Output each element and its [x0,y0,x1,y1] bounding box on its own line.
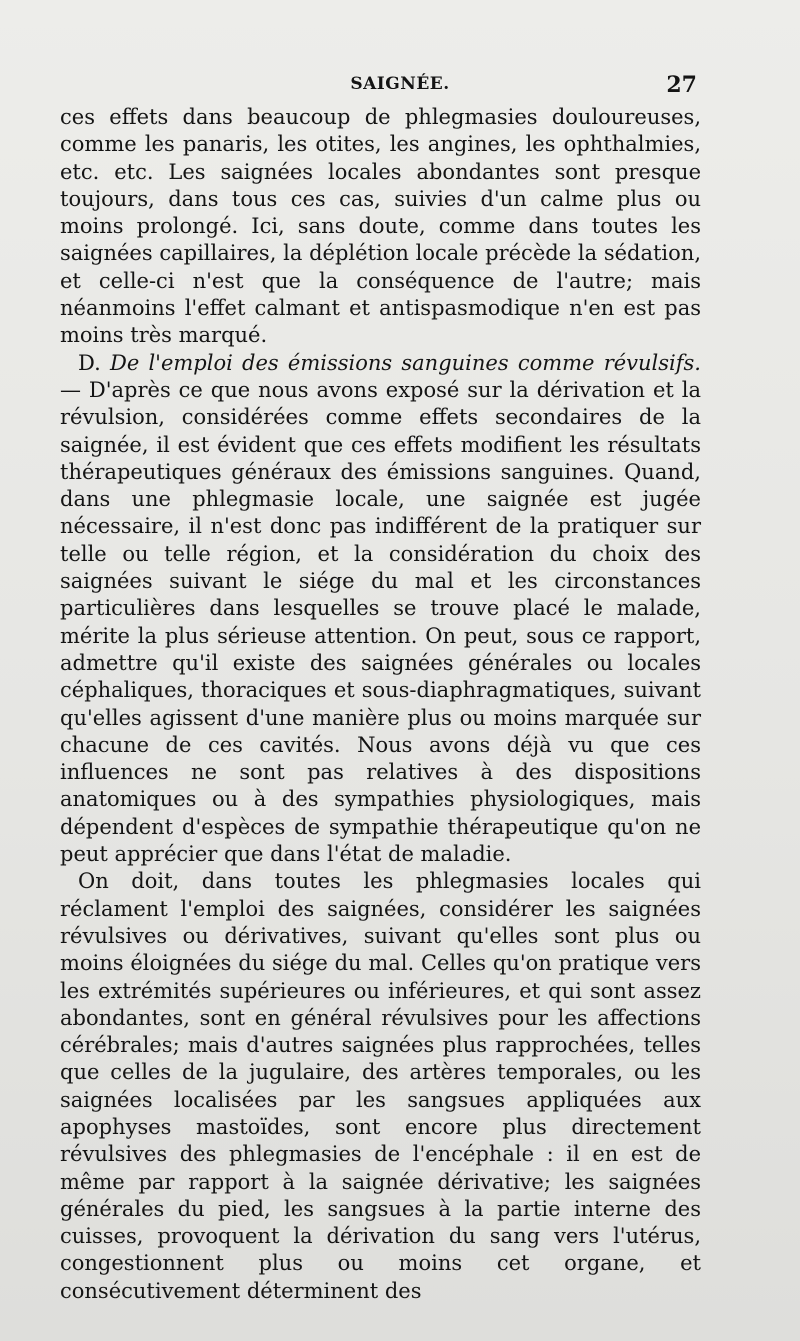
paragraph-saignees-revulsives: On doit, dans toutes les phlegmasies locales qui réclament l'emploi des saignées, considérer les saignées révulsives ou dérivatives, suivant qu'elles sont plus ou moins éloignées du siége du mal. Celles qu'on pratique vers les extrémités supérieures ou inférieures, et qui sont assez abondantes, sont en général révulsives pour les affections cérébrales; mais d'autres saignées plus rapprochées, telles que celles de la jugulaire, des artères temporales, ou les saignées localisées par les sangsues appliquées aux apophyses mastoïdes, sont encore plus directement révulsives des phlegmasies de l'encéphale : il en est de même par rapport à la saignée dérivative; les saignées générales du pied, les sangsues à la partie interne des cuisses, provoquent la dérivation du sang vers l'utérus, congestionnent plus ou moins cet organe, et consécutivement déterminent des [60,869,701,1303]
section-letter: D. [78,350,110,375]
running-head: SAIGNÉE. [350,74,450,94]
section-body: — D'après ce que nous avons exposé sur la dérivation et la révulsion, considérées comme effets secondaires de la saignée, il est évident que ces effets modifient les résultats thérapeutiques généraux des émissions sanguines. Quand, dans une phlegmasie locale, une saignée est jugée nécessaire, il n'est donc pas indifférent de la pratiquer sur telle ou telle région, et la considération du choix des saignées suivant le siége du mal et les circonstances particulières dans lesquelles se trouve placé le malade, mérite la plus sérieuse attention. On peut, sous ce rapport, admettre qu'il existe des saignées générales ou locales céphaliques, thoraciques et sous-diaphragmatiques, suivant qu'elles agissent d'une manière plus ou moins marquée sur chacune de ces cavités. Nous avons déjà vu que ces influences ne sont pas relatives à des dispositions anatomiques ou à des sympathies physiologiques, mais dépendent d'espèces de sympathie thérapeutique qu'on ne peut apprécier que dans l'état de maladie. [60,377,701,867]
section-title: De l'emploi des émissions sanguines comme révulsifs. [109,350,701,375]
paragraph-continuation: ces effets dans beaucoup de phlegmasies douloureuses, comme les panaris, les otites, les angines, les ophthalmies, etc. etc. Les saignées locales abondantes sont presque toujours, dans tous ces cas, suivies d'un calme plus ou moins prolongé. Ici, sans doute, comme dans toutes les saignées capillaires, la déplétion locale précède la sédation, et celle-ci n'est que la conséquence de l'autre; mais néanmoins l'effet calmant et antispasmodique n'en est pas moins très marqué. [60,105,701,348]
page-header [0,74,800,104]
body-text [60,104,701,1305]
paragraph-section-d [60,350,701,869]
page-number: 27 [666,72,697,98]
